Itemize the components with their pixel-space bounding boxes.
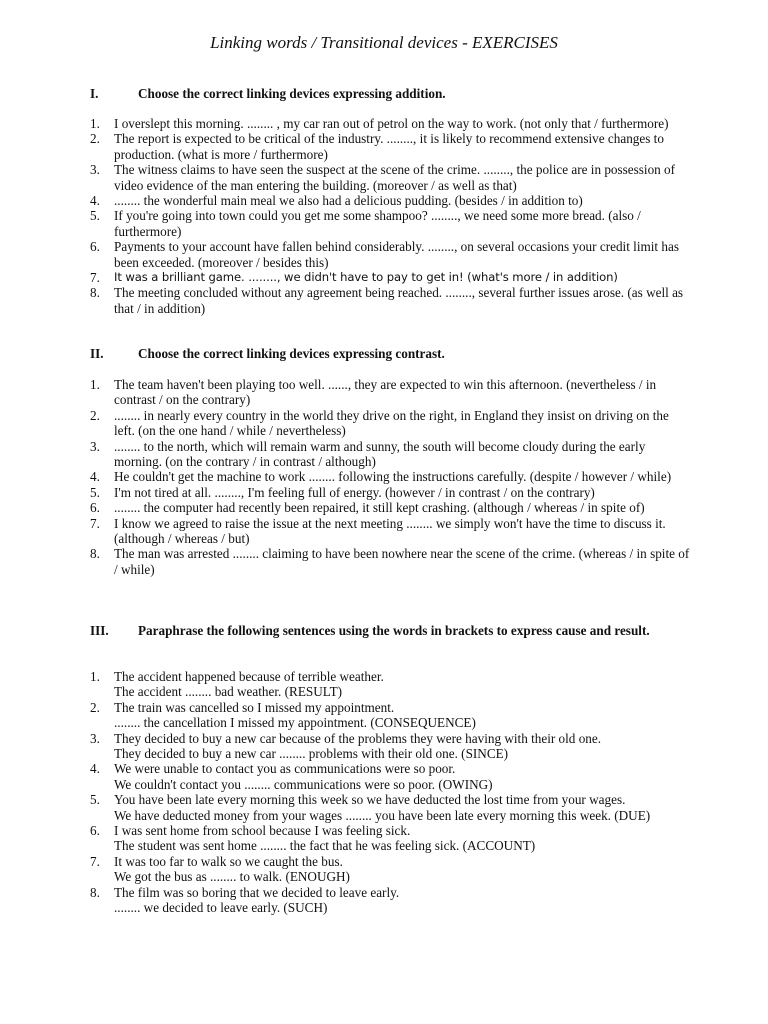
list-item [90,761,690,792]
item-paraphrase-prompt: The student was sent home ........ the fact that he was feeling sick. (ACCOUNT) [114,838,536,854]
section-instruction: Paraphrase the following sentences using the words in brackets to express cause and result. [138,623,650,638]
item-number: 8. [90,546,100,562]
item-text: The accident happened because of terrible weather. [114,669,384,684]
item-text: Payments to your account have fallen behind considerably. ........, on several occasions your credit limit has been exceeded. (moreover / besides this) [114,239,679,270]
list-item [90,162,690,193]
item-text: ........ to the north, which will remain warm and sunny, the south will become cloudy during the early morning. (on the contrary / in contrast / although) [114,438,646,470]
item-text: If you're going into town could you get me some shampoo? ........, we need some more bread. (also / furthermore) [114,208,641,239]
item-number: 1. [90,669,100,684]
item-paraphrase-prompt: ........ the cancellation I missed my appointment. (CONSEQUENCE) [114,715,476,731]
item-number: 3. [90,730,100,746]
list-item [90,131,690,162]
list-item [90,116,690,131]
list-item [90,469,690,484]
section-heading-contrast [90,346,680,362]
item-text: You have been late every morning this week so we have deducted the lost time from your wages. [114,792,626,808]
list-item [90,239,690,270]
list-item [90,546,690,577]
item-number: 4. [90,761,100,777]
item-number: 3. [90,162,100,178]
item-number: 2. [90,407,100,423]
item-text: The report is expected to be critical of the industry. ........, it is likely to recommend extensive changes to production. (what is more / furthermore) [114,131,664,162]
section-heading-cause-result [90,623,680,639]
item-number: 7. [90,515,100,531]
item-number: 6. [90,500,100,516]
item-text: ........ in nearly every country in the world they drive on the right, in England they insist on driving on the left. (on the one hand / while / nevertheless) [114,407,669,439]
item-text: The man was arrested ........ claiming to have been nowhere near the scene of the crime. (whereas / in spite of / while) [114,546,690,577]
item-text: It was a brilliant game. ........, we didn't have to pay to get in! (what's more / in addition) [114,270,618,285]
item-paraphrase-prompt: They decided to buy a new car ........ problems with their old one. (SINCE) [114,746,509,762]
item-text: He couldn't get the machine to work ........ following the instructions carefully. (despite / however / while) [114,469,672,485]
page-title: Linking words / Transitional devices - EXERCISES [210,33,558,52]
item-number: 8. [90,285,100,301]
item-number: 6. [90,823,100,839]
item-text: The train was cancelled so I missed my appointment. [114,699,395,715]
item-text: We were unable to contact you as communications were so poor. [114,761,456,777]
list-item [90,485,690,500]
item-number: 8. [90,884,100,900]
list-item [90,731,690,762]
item-text: I overslept this morning. ........ , my car ran out of petrol on the way to work. (not only that / furthermore) [114,116,669,131]
exercise-list-cause-result [90,669,690,916]
list-item [90,792,690,823]
item-text: It was too far to walk so we caught the bus. [114,853,343,869]
item-paraphrase-prompt: We have deducted money from your wages ........ you have been late every morning this week. (DUE) [114,807,651,823]
list-item [90,270,690,285]
list-item [90,193,690,208]
list-item [90,408,690,439]
item-paraphrase-prompt: ........ we decided to leave early. (SUCH) [114,900,328,916]
item-number: 3. [90,438,100,454]
item-number: 4. [90,469,100,485]
section-number: III. [90,623,109,638]
item-number: 5. [90,484,100,500]
item-text: They decided to buy a new car because of the problems they were having with their old one. [114,730,602,746]
item-number: 1. [90,116,100,131]
list-item [90,516,690,547]
list-item [90,377,690,408]
list-item [90,208,690,239]
section-number: I. [90,86,99,101]
item-number: 5. [90,208,100,224]
section-instruction: Choose the correct linking devices expressing addition. [138,86,446,101]
item-text: The witness claims to have seen the suspect at the scene of the crime. ........, the police are in possession of video evidence of the man entering the building. (moreover / as well as that) [114,162,676,193]
item-text: The meeting concluded without any agreement being reached. ........, several further issues arose. (as well as that / in addition) [114,285,684,316]
item-number: 5. [90,792,100,808]
section-instruction: Choose the correct linking devices expressing contrast. [138,346,445,361]
item-paraphrase-prompt: The accident ........ bad weather. (RESULT) [114,684,343,700]
list-item [90,669,690,700]
list-item [90,500,690,515]
item-number: 7. [90,853,100,869]
item-text: The team haven't been playing too well. ......, they are expected to win this afternoon. (nevertheless / in contrast / on the contrary) [114,377,657,408]
item-number: 6. [90,239,100,255]
list-item [90,700,690,731]
section-heading-addition [90,86,680,102]
item-text: ........ the wonderful main meal we also had a delicious pudding. (besides / in addition to) [114,193,583,209]
list-item [90,823,690,854]
exercise-list-addition [90,116,690,316]
item-text: I know we agreed to raise the issue at the next meeting ........ we simply won't have the time to discuss it. (although / whereas / but) [114,515,666,547]
section-number: II. [90,346,104,361]
item-paraphrase-prompt: We got the bus as ........ to walk. (ENOUGH) [114,869,350,885]
list-item [90,439,690,470]
item-number: 1. [90,377,100,392]
item-text: I was sent home from school because I was feeling sick. [114,823,411,839]
list-item [90,885,690,916]
item-number: 2. [90,699,100,715]
item-number: 2. [90,131,100,147]
item-text: ........ the computer had recently been repaired, it still kept crashing. (although / whereas / in spite of) [114,500,645,516]
item-number: 7. [90,270,100,286]
exercise-list-contrast [90,377,690,577]
item-number: 4. [90,193,100,209]
list-item [90,854,690,885]
list-item [90,285,690,316]
item-paraphrase-prompt: We couldn't contact you ........ communications were so poor. (OWING) [114,776,493,792]
item-text: I'm not tired at all. ........, I'm feeling full of energy. (however / in contrast / on the contrary) [114,484,595,500]
item-text: The film was so boring that we decided to leave early. [114,884,400,900]
